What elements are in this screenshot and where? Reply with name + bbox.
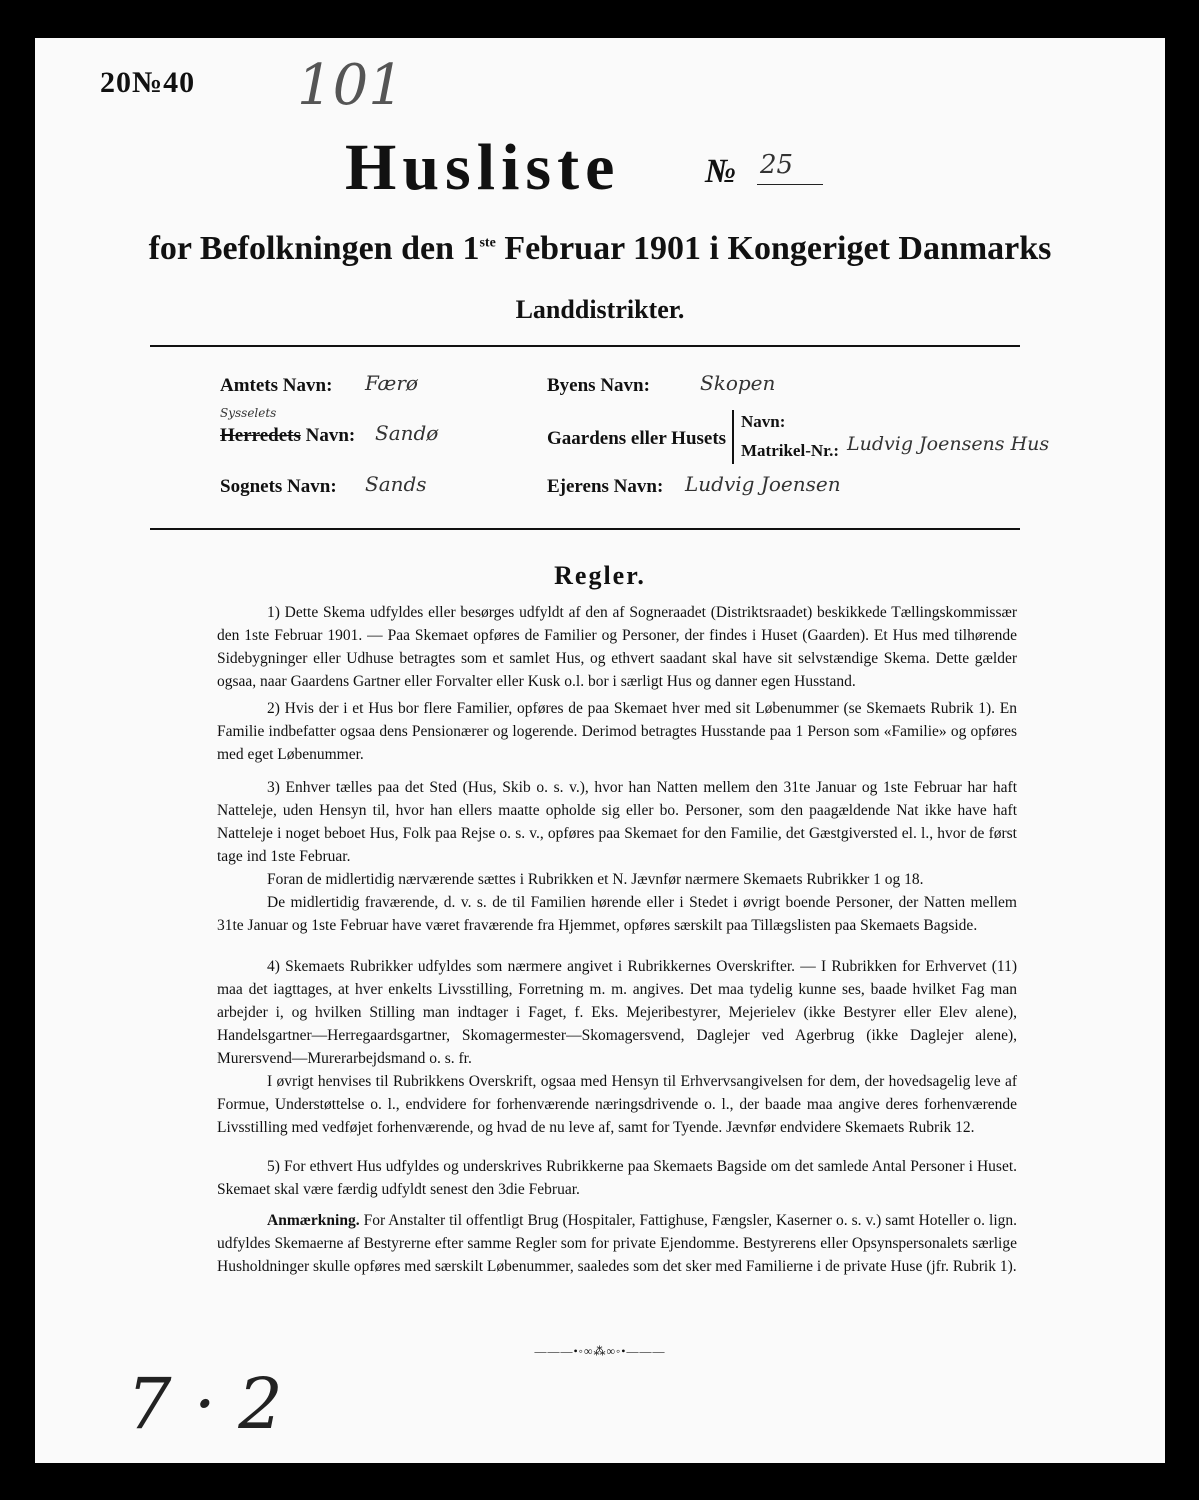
gaard-label: Gaardens eller Husets [547, 428, 727, 449]
note-label: Anmærkning. [267, 1212, 360, 1229]
ejer-value: Ludvig Joensen [685, 472, 841, 496]
matrikel-label: Matrikel-Nr.: [741, 441, 840, 460]
title-number-value: 25 [760, 150, 794, 180]
rule-3 [217, 776, 1017, 937]
rule-3a-text: 3) Enhver tælles paa det Sted (Hus, Skib o. s. v.), hvor han Natten mellem den 31te Januar og 1ste Februar har haft Natteleje, uden Hensyn til, hvor han ellers maatte opholde sig eller bo. Personer, som den paagældende Nat ikke have haft Natteleje i noget beboet Hus, Folk paa Rejse o. s. v., opføres paa Skemaet for den Familie, det Gæstgiversted el. l., hvor de først tage ind 1ste Februar. [217, 779, 1017, 865]
note-body: For Anstalter til offentligt Brug (Hospitaler, Fattighuse, Fængsler, Kaserner o. s. v.) samt Hoteller o. lign. udfyldes Skemaerne af Bestyrerne efter samme Regler som for private Ejendomme. Bestyrerens eller Opsynspersonalets særlige Husholdninger skulle opføres med særskilt Løbenummer, saaledes som det sker med Familierne i de private Huse (jfr. Rubrik 1). [217, 1212, 1017, 1275]
sogn-value: Sands [365, 472, 427, 496]
bottom-divider [150, 528, 1020, 530]
archive-number: 20№40 [100, 66, 196, 99]
ejer-label: Ejerens Navn: [547, 476, 664, 497]
herred-value: Sandø [375, 421, 439, 445]
title-number-underline [757, 184, 823, 185]
handwritten-scribble: 101 [297, 53, 404, 118]
herred-label-rest: Navn: [300, 425, 356, 446]
rule-1 [217, 601, 1017, 693]
herred-correction-note: Sysselets [220, 406, 277, 420]
by-value: Skopen [700, 371, 776, 395]
rule-2-text: 2) Hvis der i et Hus bor flere Familier, opføres de paa Skemaet hver med sit Løbenummer (se Skemaets Rubrik 1). En Familie indbefatter ogsaa dens Pensionærer og logerende. Derimod betragtes Husstande paa 1 Person som «Familie» og opføres med eget Løbenummer. [217, 700, 1017, 763]
rule-2 [217, 697, 1017, 766]
form-title: Husliste [345, 131, 621, 204]
annotation-note [217, 1209, 1017, 1278]
herred-label [220, 425, 355, 447]
bracket-divider [732, 410, 734, 464]
subtitle-pre: for Befolkningen den 1 [148, 230, 480, 267]
rule-3c-text: De midlertidig fraværende, d. v. s. de til Familien hørende eller i Stedet i øvrigt boende Personer, der Natten mellem 31te Januar og 1ste Februar have været fraværende fra Hjemmet, opføres særskilt paa Tillægslisten paa Skemaets Bagside. [217, 894, 1017, 934]
subtitle-sup: ste [479, 235, 496, 251]
by-label: Byens Navn: [547, 375, 650, 396]
title-number-label: № [705, 153, 737, 190]
rule-4a-text: 4) Skemaets Rubrikker udfyldes som nærmere angivet i Rubrikkernes Overskrifter. — I Rubrikken for Erhvervet (11) maa det iagttages, at hver enkelts Livsstilling, Forretning m. m. angives. Det maa tydelig kunne ses, baade hvilket Fag man arbejder i, og hvilken Stilling man indtager i Faget, f. Eks. Mejeribestyrer, Mejerielev (ikke Bestyrer eller Elev alene), Handelsgartner—Herregaardsgartner, Skomagermester—Skomagersvend, Daglejer ved Agerbrug (ikke Daglejer alene), Murersvend—Murerarbejdsmand o. s. fr. [217, 958, 1017, 1067]
herred-label-struck: Herredets [220, 425, 301, 446]
rule-5 [217, 1155, 1017, 1201]
form-subtitle [35, 230, 1165, 268]
amt-label: Amtets Navn: [220, 375, 333, 396]
rule-1-text: 1) Dette Skema udfyldes eller besørges udfyldt af den af Sogneraadet (Distriktsraadet) beskikkede Tællingskommissær den 1ste Februar 1901. — Paa Skemaet opføres de Familier og Personer, der findes i Huset (Gaarden). Et Hus med tilhørende Sidebygninger eller Udhuse betragtes som et samlet Hus, og ethvert saadant skal have sit selvstændige Skema. Dette gælder ogsaa, naar Gaardens Gartner eller Forvalter eller Kusk o.l. bor i særligt Hus og danner egen Husstand. [217, 604, 1017, 690]
ornament-divider: ———•◦∞⁂∞◦•——— [534, 1344, 666, 1358]
note-text [217, 1209, 1017, 1278]
handwritten-bottom-number: 7 · 2 [127, 1363, 283, 1445]
top-divider [150, 345, 1020, 347]
rule-4b-text: I øvrigt henvises til Rubrikkens Overskrift, ogsaa med Hensyn til Erhvervsangivelsen for dem, der hovedsagelig leve af Formue, Understøttelse o. l., endvidere for forhenværende næringsdrivende o. l., der baade maa angive deres forhenværende Livsstilling med vedføjet forhenværende, og hvad de nu leve af, samt for Tyende. Jævnfør endvidere Skemaets Rubrik 12. [217, 1073, 1017, 1136]
census-form-sheet [35, 38, 1165, 1463]
district-heading: Landdistrikter. [515, 295, 685, 324]
rule-3b-text: Foran de midlertidig nærværende sættes i Rubrikken et N. Jævnfør nærmere Skemaets Rubrikker 1 og 18. [267, 871, 924, 888]
subtitle-post: Februar 1901 i Kongeriget Danmarks [495, 230, 1052, 267]
amt-value: Færø [365, 371, 418, 395]
navn-label: Navn: [741, 412, 786, 431]
rule-5-text: 5) For ethvert Hus udfyldes og underskrives Rubrikkerne paa Skemaets Bagside om det samlede Antal Personer i Huset. Skemaet skal være færdig udfyldt senest den 3die Februar. [217, 1158, 1017, 1198]
sogn-label: Sognets Navn: [220, 476, 337, 497]
rule-4 [217, 955, 1017, 1139]
rules-heading: Regler. [554, 561, 646, 590]
gaard-value: Ludvig Joensens Hus [847, 433, 1050, 455]
